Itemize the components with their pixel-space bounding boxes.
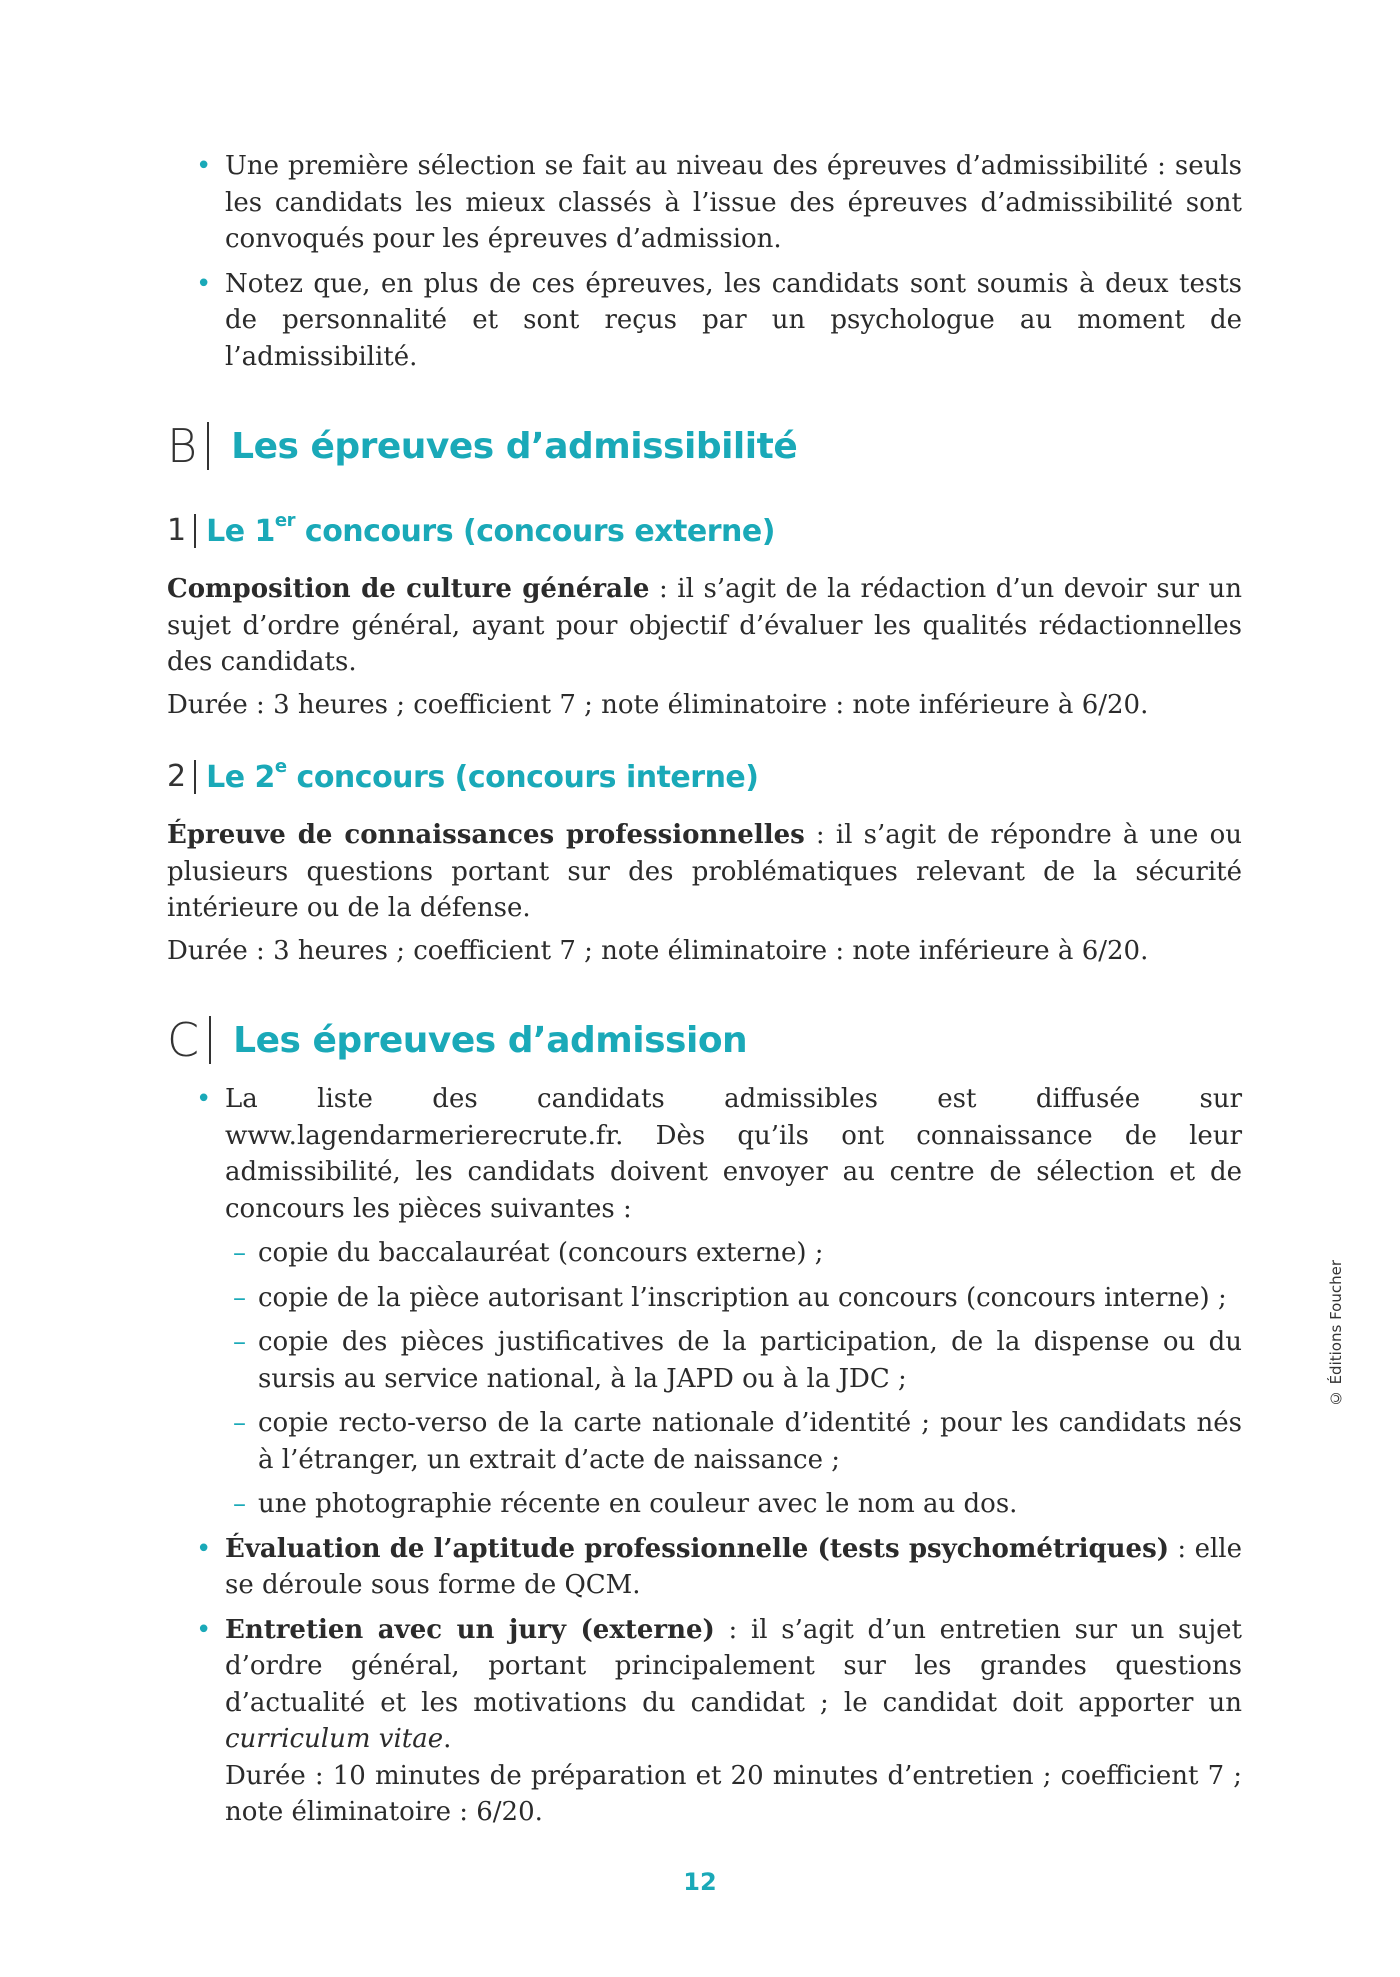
page-number: 12 [683,1868,717,1896]
document-item: – une photographie récente en couleur avec le nom au dos. [225,1486,1242,1523]
paragraph: Épreuve de connaissances professionnelles : il s’agit de répondre à une ou plusieurs questions portant sur des problématiques relevant de la sécurité intérieure ou de la défense. [167,820,1242,923]
document-item: – copie du baccalauréat (concours externe) ; [225,1235,1242,1272]
bold-term: Composition de culture générale [167,574,650,604]
bold-term: Épreuve de connaissances professionnelles [167,820,805,850]
admission-bullet: • Évaluation de l’aptitude professionnelle (tests psychométriques) : elle se déroule sous forme de QCM. [167,1531,1242,1604]
document-item: – copie des pièces justificatives de la participation, de la dispense ou du sursis au service national, à la JAPD ou à la JDC ; [225,1324,1242,1397]
admission-bullet: • Entretien avec un jury (externe) : il s’agit d’un entretien sur un sujet d’ordre général, portant principalement sur les grandes questions d’actualité et les motivations du candidat ; le candidat doit apporter un curriculum vitae. Durée : 10 minutes de préparation et 20 minutes d’entretien ; coefficient 7 ; note éliminatoire : 6/20. [167,1612,1242,1831]
section-letter: C [167,1016,211,1064]
admission-bullet: • La liste des candidats admissibles est diffusée sur www.lagendarmerierecrute.fr. Dès qu’ils ont connaissance de leur admissibilité, les candidats doivent envoyer au centre de sélection et de concours les pièces suivantes : – copie du baccalauréat (concours externe) ; – copie de la pièce autorisant l’inscription au concours (concours interne) ; – copie des pièces justificatives de la participation, de la dispense ou du sursis au service national, à la JAPD ou à la JDC ; – copie recto-verso de la carte nationale d’identité ; pour les candidats nés à l’étranger, un extrait d’acte de naissance ; – une photographie récente en couleur avec le nom au dos. [167,1081,1242,1523]
subsection-title: Le 2e concours (concours interne) [206,755,759,795]
duration-line: Durée : 10 minutes de préparation et 20 minutes d’entretien ; coefficient 7 ; note éliminatoire : 6/20. [225,1760,1242,1827]
paragraph: Composition de culture générale : il s’agit de la rédaction d’un devoir sur un sujet d’ordre général, ayant pour objectif d’évaluer les qualités rédactionnelles des candidats. [167,574,1242,677]
italic-term: curriculum vitae [225,1724,444,1754]
page-content [167,148,1242,1839]
documents-list [225,1235,1242,1523]
intro-bullet: • Notez que, en plus de ces épreuves, les candidats sont soumis à deux tests de personnalité et sont reçus par un psychologue au moment de l’admissibilité. [167,266,1242,376]
admission-bullet-list [167,1081,1242,1831]
section-title: Les épreuves d’admissibilité [231,425,798,467]
subsection-heading-1 [167,509,1242,553]
intro-bullet-list [167,148,1242,375]
copyright-notice: © Éditions Foucher [1327,1259,1345,1407]
document-item: – copie de la pièce autorisant l’inscription au concours (concours interne) ; [225,1280,1242,1317]
duration-line: Durée : 3 heures ; coefficient 7 ; note éliminatoire : note inférieure à 6/20. [167,935,1149,966]
subsection-number: 1 [167,514,196,548]
section-heading-b [167,415,1242,477]
bold-term: Entretien avec un jury (externe) [225,1614,715,1645]
document-item: – copie recto-verso de la carte nationale d’identité ; pour les candidats nés à l’étranger, un extrait d’acte de naissance ; [225,1405,1242,1478]
subsection-number: 2 [167,760,196,794]
duration-line: Durée : 3 heures ; coefficient 7 ; note éliminatoire : note inférieure à 6/20. [167,689,1149,720]
bold-term: Évaluation de l’aptitude professionnelle (tests psychométriques) [225,1533,1170,1564]
section-letter: B [167,422,209,470]
intro-bullet: • Une première sélection se fait au niveau des épreuves d’admissibilité : seuls les candidats les mieux classés à l’issue des épreuves d’admissibilité sont convoqués pour les épreuves d’admission. [167,148,1242,258]
subsection-heading-2 [167,755,1242,799]
section-title: Les épreuves d’admission [233,1019,748,1061]
subsection-title: Le 1er concours (concours externe) [206,509,775,549]
section-heading-c [167,1009,1242,1071]
